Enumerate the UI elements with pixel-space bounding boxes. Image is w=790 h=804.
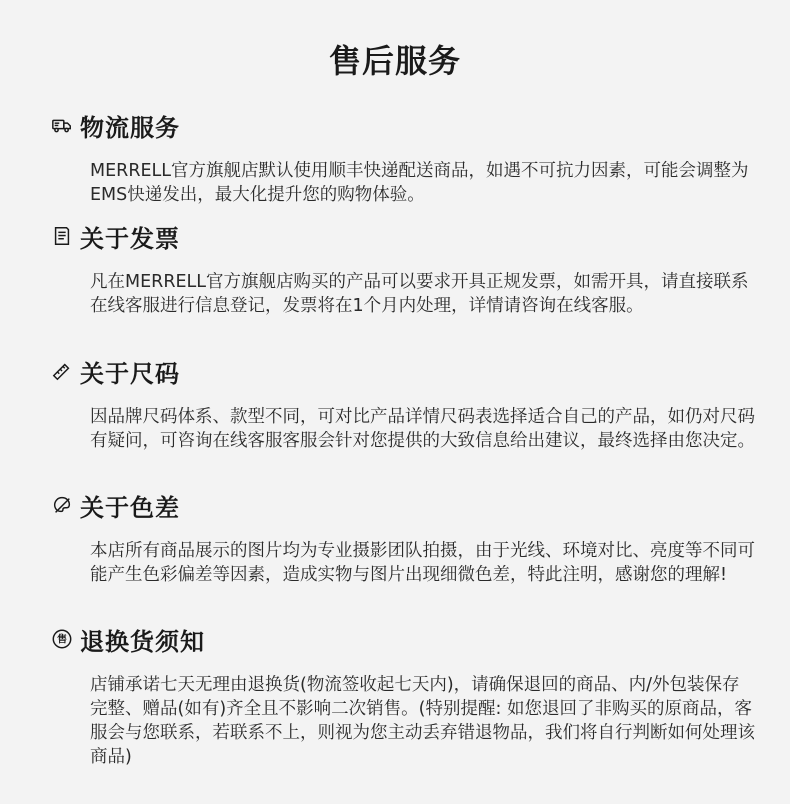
section-heading: 关于发票 [80, 224, 180, 253]
ruler-icon [50, 359, 74, 383]
section-returns-heading [50, 622, 205, 656]
section-color-text: 本店所有商品展示的图片均为专业摄影团队拍摄，由于光线、环境对比、亮度等不同可能产生色彩偏差等因素，造成实物与图片出现细微色差，特此注明，感谢您的理解! [90, 541, 755, 585]
section-size-heading [50, 354, 180, 388]
section-returns-text: 店铺承诺七天无理由退换货(物流签收起七天内)，请确保退回的商品、内/外包装保存完整、赠品(如有)齐全且不影响二次销售。(特别提醒: 如您退回了非购买的原商品，客服会与您联系，若联系不上，则视为您主动丢弃错退物品，我们将自行判断如何处理该商品) [90, 675, 755, 767]
invoice-icon [50, 224, 74, 248]
page-title: 售后服务 [328, 42, 461, 80]
after-sale-icon-glyph: 售 [56, 634, 68, 646]
section-invoice-heading [50, 219, 180, 253]
section-invoice-text: 凡在MERRELL官方旗舰店购买的产品可以要求开具正规发票，如需开具，请直接联系在线客服进行信息登记，发票将在1个月内处理，详情请咨询在线客服。 [90, 272, 749, 316]
section-heading: 物流服务 [80, 113, 180, 142]
color-difference-icon [50, 493, 74, 517]
section-heading: 关于色差 [80, 493, 180, 522]
section-logistics-text: MERRELL官方旗舰店默认使用顺丰快递配送商品，如遇不可抗力因素，可能会调整为EMS快递发出，最大化提升您的购物体验。 [90, 161, 749, 205]
section-color-heading [50, 488, 180, 522]
section-heading: 退换货须知 [80, 627, 205, 656]
section-size-text: 因品牌尺码体系、款型不同，可对比产品详情尺码表选择适合自己的产品，如仍对尺码有疑问，可咨询在线客服客服会针对您提供的大致信息给出建议，最终选择由您决定。 [90, 407, 755, 451]
section-logistics-heading [50, 108, 180, 142]
after-sale-icon [50, 627, 74, 651]
section-heading: 关于尺码 [80, 359, 180, 388]
truck-icon [50, 113, 74, 137]
